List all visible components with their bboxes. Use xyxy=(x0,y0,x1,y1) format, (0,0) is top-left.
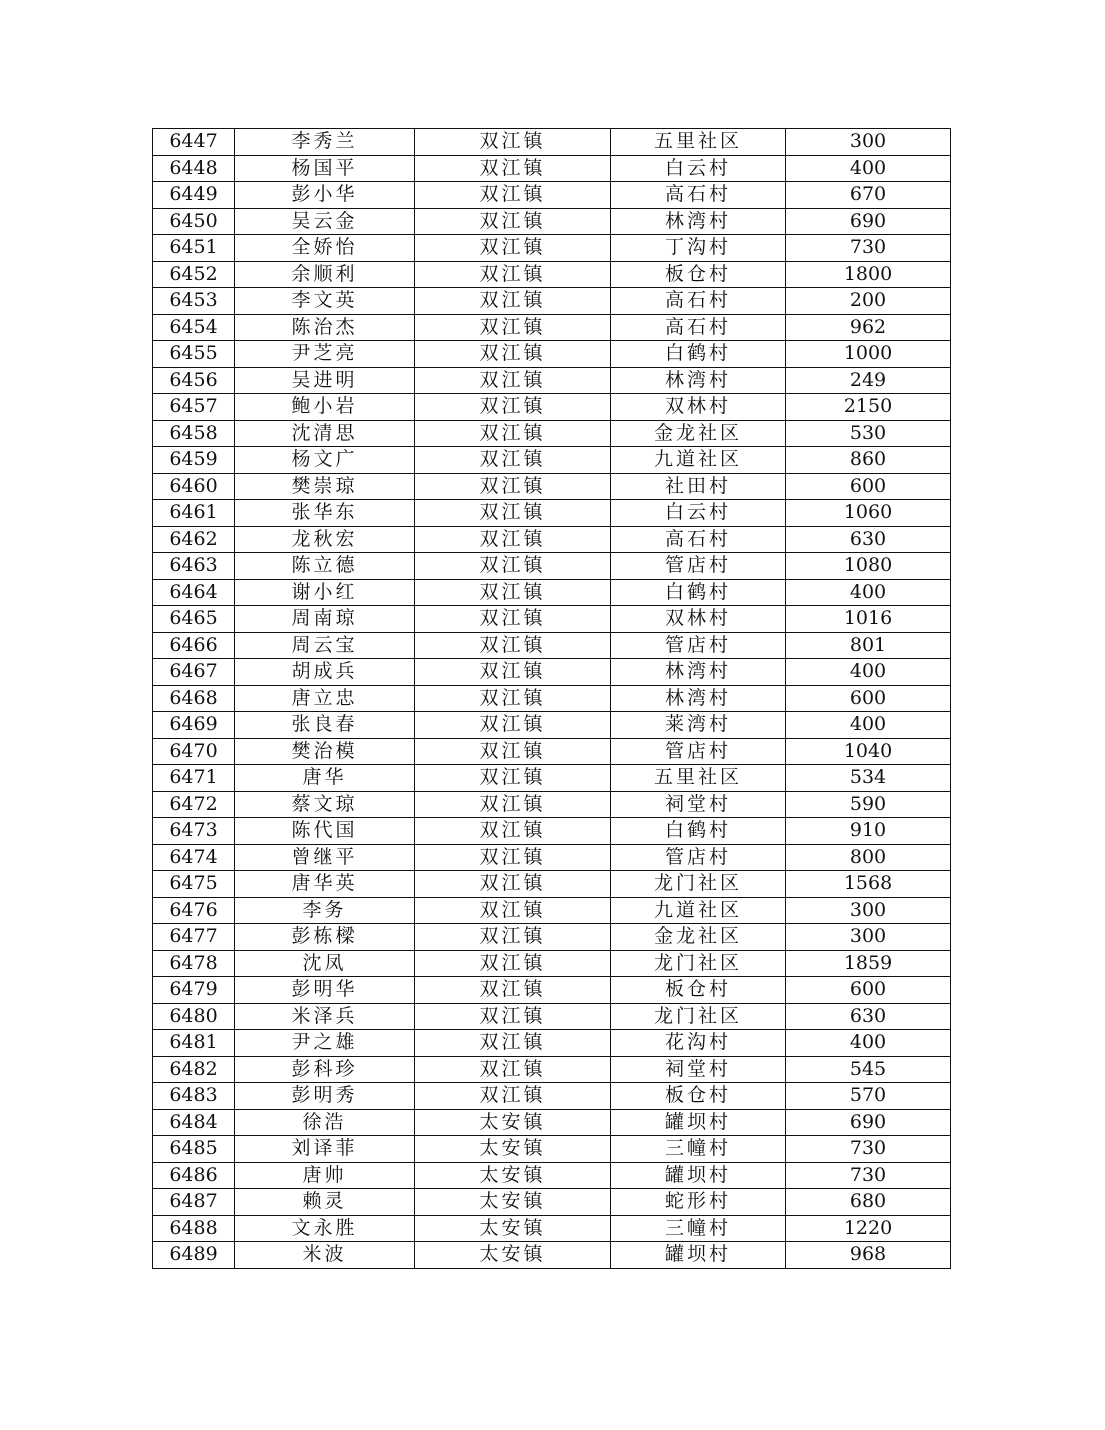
town-name-cell: 双江镇 xyxy=(415,314,611,341)
town-name-cell: 双江镇 xyxy=(415,791,611,818)
table-row xyxy=(153,1109,951,1136)
table-row xyxy=(153,1189,951,1216)
town-name-cell: 双江镇 xyxy=(415,208,611,235)
table-row xyxy=(153,818,951,845)
amount-value-cell: 200 xyxy=(786,288,951,315)
town-name-cell: 双江镇 xyxy=(415,420,611,447)
row-id-cell: 6455 xyxy=(153,341,235,368)
row-id-cell: 6484 xyxy=(153,1109,235,1136)
amount-value-cell: 730 xyxy=(786,1136,951,1163)
row-id-cell: 6478 xyxy=(153,950,235,977)
person-name-cell: 李秀兰 xyxy=(235,129,415,156)
village-name-cell: 高石村 xyxy=(611,182,786,209)
amount-value-cell: 1568 xyxy=(786,871,951,898)
person-name-cell: 彭明秀 xyxy=(235,1083,415,1110)
person-name-cell: 张良春 xyxy=(235,712,415,739)
town-name-cell: 太安镇 xyxy=(415,1215,611,1242)
row-id-cell: 6451 xyxy=(153,235,235,262)
person-name-cell: 刘译菲 xyxy=(235,1136,415,1163)
person-name-cell: 唐帅 xyxy=(235,1162,415,1189)
table-row xyxy=(153,182,951,209)
amount-value-cell: 400 xyxy=(786,712,951,739)
village-name-cell: 蛇形村 xyxy=(611,1189,786,1216)
town-name-cell: 双江镇 xyxy=(415,738,611,765)
amount-value-cell: 690 xyxy=(786,1109,951,1136)
person-name-cell: 余顺利 xyxy=(235,261,415,288)
village-name-cell: 罐坝村 xyxy=(611,1109,786,1136)
town-name-cell: 双江镇 xyxy=(415,473,611,500)
person-name-cell: 尹之雄 xyxy=(235,1030,415,1057)
amount-value-cell: 1060 xyxy=(786,500,951,527)
village-name-cell: 板仓村 xyxy=(611,1083,786,1110)
table-row xyxy=(153,844,951,871)
village-name-cell: 管店村 xyxy=(611,844,786,871)
village-name-cell: 白云村 xyxy=(611,500,786,527)
table-row xyxy=(153,791,951,818)
amount-value-cell: 968 xyxy=(786,1242,951,1269)
amount-value-cell: 600 xyxy=(786,685,951,712)
town-name-cell: 双江镇 xyxy=(415,235,611,262)
village-name-cell: 九道社区 xyxy=(611,447,786,474)
row-id-cell: 6476 xyxy=(153,897,235,924)
row-id-cell: 6453 xyxy=(153,288,235,315)
row-id-cell: 6463 xyxy=(153,553,235,580)
amount-value-cell: 600 xyxy=(786,977,951,1004)
table-row xyxy=(153,473,951,500)
town-name-cell: 太安镇 xyxy=(415,1189,611,1216)
town-name-cell: 双江镇 xyxy=(415,765,611,792)
amount-value-cell: 249 xyxy=(786,367,951,394)
table-row xyxy=(153,632,951,659)
person-name-cell: 唐华 xyxy=(235,765,415,792)
amount-value-cell: 300 xyxy=(786,129,951,156)
person-name-cell: 蔡文琼 xyxy=(235,791,415,818)
person-name-cell: 彭明华 xyxy=(235,977,415,1004)
person-name-cell: 张华东 xyxy=(235,500,415,527)
row-id-cell: 6466 xyxy=(153,632,235,659)
table-row xyxy=(153,950,951,977)
village-name-cell: 白鹤村 xyxy=(611,579,786,606)
village-name-cell: 双林村 xyxy=(611,394,786,421)
town-name-cell: 双江镇 xyxy=(415,871,611,898)
amount-value-cell: 962 xyxy=(786,314,951,341)
table-row xyxy=(153,1215,951,1242)
row-id-cell: 6460 xyxy=(153,473,235,500)
roster-table-body xyxy=(153,129,951,1269)
row-id-cell: 6477 xyxy=(153,924,235,951)
village-name-cell: 龙门社区 xyxy=(611,1003,786,1030)
table-row xyxy=(153,924,951,951)
person-name-cell: 米波 xyxy=(235,1242,415,1269)
village-name-cell: 龙门社区 xyxy=(611,871,786,898)
amount-value-cell: 1016 xyxy=(786,606,951,633)
person-name-cell: 曾继平 xyxy=(235,844,415,871)
person-name-cell: 李务 xyxy=(235,897,415,924)
table-row xyxy=(153,500,951,527)
village-name-cell: 管店村 xyxy=(611,553,786,580)
person-name-cell: 陈立德 xyxy=(235,553,415,580)
table-row xyxy=(153,420,951,447)
row-id-cell: 6448 xyxy=(153,155,235,182)
amount-value-cell: 530 xyxy=(786,420,951,447)
row-id-cell: 6456 xyxy=(153,367,235,394)
village-name-cell: 祠堂村 xyxy=(611,791,786,818)
row-id-cell: 6479 xyxy=(153,977,235,1004)
town-name-cell: 双江镇 xyxy=(415,447,611,474)
amount-value-cell: 400 xyxy=(786,155,951,182)
person-name-cell: 陈治杰 xyxy=(235,314,415,341)
amount-value-cell: 730 xyxy=(786,1162,951,1189)
town-name-cell: 太安镇 xyxy=(415,1242,611,1269)
town-name-cell: 双江镇 xyxy=(415,1056,611,1083)
village-name-cell: 龙门社区 xyxy=(611,950,786,977)
amount-value-cell: 545 xyxy=(786,1056,951,1083)
row-id-cell: 6457 xyxy=(153,394,235,421)
village-name-cell: 三幢村 xyxy=(611,1215,786,1242)
table-row xyxy=(153,394,951,421)
row-id-cell: 6462 xyxy=(153,526,235,553)
town-name-cell: 双江镇 xyxy=(415,261,611,288)
person-name-cell: 沈清思 xyxy=(235,420,415,447)
town-name-cell: 双江镇 xyxy=(415,1003,611,1030)
table-row xyxy=(153,1136,951,1163)
amount-value-cell: 730 xyxy=(786,235,951,262)
town-name-cell: 双江镇 xyxy=(415,685,611,712)
person-name-cell: 陈代国 xyxy=(235,818,415,845)
table-row xyxy=(153,738,951,765)
row-id-cell: 6471 xyxy=(153,765,235,792)
person-name-cell: 杨国平 xyxy=(235,155,415,182)
row-id-cell: 6475 xyxy=(153,871,235,898)
amount-value-cell: 400 xyxy=(786,579,951,606)
village-name-cell: 林湾村 xyxy=(611,659,786,686)
person-name-cell: 周南琼 xyxy=(235,606,415,633)
town-name-cell: 双江镇 xyxy=(415,341,611,368)
table-row xyxy=(153,1162,951,1189)
town-name-cell: 双江镇 xyxy=(415,288,611,315)
amount-value-cell: 300 xyxy=(786,924,951,951)
person-name-cell: 米泽兵 xyxy=(235,1003,415,1030)
person-name-cell: 唐华英 xyxy=(235,871,415,898)
row-id-cell: 6473 xyxy=(153,818,235,845)
amount-value-cell: 630 xyxy=(786,1003,951,1030)
person-name-cell: 樊崇琼 xyxy=(235,473,415,500)
person-name-cell: 尹芝亮 xyxy=(235,341,415,368)
row-id-cell: 6461 xyxy=(153,500,235,527)
village-name-cell: 莱湾村 xyxy=(611,712,786,739)
row-id-cell: 6488 xyxy=(153,1215,235,1242)
amount-value-cell: 534 xyxy=(786,765,951,792)
row-id-cell: 6464 xyxy=(153,579,235,606)
town-name-cell: 双江镇 xyxy=(415,155,611,182)
town-name-cell: 双江镇 xyxy=(415,553,611,580)
town-name-cell: 双江镇 xyxy=(415,897,611,924)
town-name-cell: 双江镇 xyxy=(415,712,611,739)
table-row xyxy=(153,526,951,553)
row-id-cell: 6482 xyxy=(153,1056,235,1083)
table-row xyxy=(153,977,951,1004)
town-name-cell: 双江镇 xyxy=(415,606,611,633)
row-id-cell: 6485 xyxy=(153,1136,235,1163)
table-row xyxy=(153,129,951,156)
village-name-cell: 丁沟村 xyxy=(611,235,786,262)
amount-value-cell: 1800 xyxy=(786,261,951,288)
row-id-cell: 6486 xyxy=(153,1162,235,1189)
table-row xyxy=(153,1083,951,1110)
amount-value-cell: 1000 xyxy=(786,341,951,368)
table-row xyxy=(153,235,951,262)
village-name-cell: 五里社区 xyxy=(611,129,786,156)
village-name-cell: 林湾村 xyxy=(611,367,786,394)
amount-value-cell: 400 xyxy=(786,659,951,686)
town-name-cell: 双江镇 xyxy=(415,632,611,659)
town-name-cell: 双江镇 xyxy=(415,818,611,845)
amount-value-cell: 910 xyxy=(786,818,951,845)
town-name-cell: 双江镇 xyxy=(415,950,611,977)
table-row xyxy=(153,261,951,288)
person-name-cell: 谢小红 xyxy=(235,579,415,606)
table-row xyxy=(153,208,951,235)
amount-value-cell: 2150 xyxy=(786,394,951,421)
amount-value-cell: 300 xyxy=(786,897,951,924)
village-name-cell: 林湾村 xyxy=(611,685,786,712)
row-id-cell: 6487 xyxy=(153,1189,235,1216)
table-row xyxy=(153,288,951,315)
table-row xyxy=(153,1003,951,1030)
village-name-cell: 祠堂村 xyxy=(611,1056,786,1083)
row-id-cell: 6481 xyxy=(153,1030,235,1057)
amount-value-cell: 1040 xyxy=(786,738,951,765)
village-name-cell: 三幢村 xyxy=(611,1136,786,1163)
town-name-cell: 双江镇 xyxy=(415,500,611,527)
amount-value-cell: 860 xyxy=(786,447,951,474)
table-row xyxy=(153,579,951,606)
village-name-cell: 白鹤村 xyxy=(611,818,786,845)
town-name-cell: 双江镇 xyxy=(415,129,611,156)
person-name-cell: 鲍小岩 xyxy=(235,394,415,421)
village-name-cell: 双林村 xyxy=(611,606,786,633)
person-name-cell: 吴进明 xyxy=(235,367,415,394)
town-name-cell: 双江镇 xyxy=(415,924,611,951)
village-name-cell: 高石村 xyxy=(611,314,786,341)
row-id-cell: 6474 xyxy=(153,844,235,871)
roster-table xyxy=(152,128,951,1269)
town-name-cell: 双江镇 xyxy=(415,844,611,871)
person-name-cell: 彭小华 xyxy=(235,182,415,209)
amount-value-cell: 1220 xyxy=(786,1215,951,1242)
table-row xyxy=(153,367,951,394)
table-row xyxy=(153,897,951,924)
town-name-cell: 双江镇 xyxy=(415,579,611,606)
person-name-cell: 彭科珍 xyxy=(235,1056,415,1083)
person-name-cell: 唐立忠 xyxy=(235,685,415,712)
town-name-cell: 双江镇 xyxy=(415,182,611,209)
person-name-cell: 周云宝 xyxy=(235,632,415,659)
person-name-cell: 龙秋宏 xyxy=(235,526,415,553)
village-name-cell: 高石村 xyxy=(611,288,786,315)
table-row xyxy=(153,685,951,712)
village-name-cell: 金龙社区 xyxy=(611,924,786,951)
village-name-cell: 白云村 xyxy=(611,155,786,182)
amount-value-cell: 670 xyxy=(786,182,951,209)
town-name-cell: 太安镇 xyxy=(415,1136,611,1163)
village-name-cell: 罐坝村 xyxy=(611,1162,786,1189)
table-row xyxy=(153,871,951,898)
amount-value-cell: 400 xyxy=(786,1030,951,1057)
person-name-cell: 吴云金 xyxy=(235,208,415,235)
row-id-cell: 6467 xyxy=(153,659,235,686)
village-name-cell: 板仓村 xyxy=(611,261,786,288)
amount-value-cell: 1859 xyxy=(786,950,951,977)
table-row xyxy=(153,1030,951,1057)
village-name-cell: 管店村 xyxy=(611,738,786,765)
person-name-cell: 文永胜 xyxy=(235,1215,415,1242)
village-name-cell: 罐坝村 xyxy=(611,1242,786,1269)
row-id-cell: 6458 xyxy=(153,420,235,447)
person-name-cell: 杨文广 xyxy=(235,447,415,474)
table-row xyxy=(153,155,951,182)
table-row xyxy=(153,553,951,580)
person-name-cell: 赖灵 xyxy=(235,1189,415,1216)
person-name-cell: 彭栋樑 xyxy=(235,924,415,951)
village-name-cell: 管店村 xyxy=(611,632,786,659)
row-id-cell: 6459 xyxy=(153,447,235,474)
village-name-cell: 九道社区 xyxy=(611,897,786,924)
amount-value-cell: 690 xyxy=(786,208,951,235)
amount-value-cell: 630 xyxy=(786,526,951,553)
person-name-cell: 胡成兵 xyxy=(235,659,415,686)
town-name-cell: 双江镇 xyxy=(415,526,611,553)
row-id-cell: 6472 xyxy=(153,791,235,818)
person-name-cell: 樊治模 xyxy=(235,738,415,765)
table-row xyxy=(153,314,951,341)
village-name-cell: 高石村 xyxy=(611,526,786,553)
town-name-cell: 双江镇 xyxy=(415,367,611,394)
village-name-cell: 花沟村 xyxy=(611,1030,786,1057)
village-name-cell: 林湾村 xyxy=(611,208,786,235)
town-name-cell: 双江镇 xyxy=(415,1083,611,1110)
town-name-cell: 双江镇 xyxy=(415,659,611,686)
row-id-cell: 6465 xyxy=(153,606,235,633)
village-name-cell: 五里社区 xyxy=(611,765,786,792)
amount-value-cell: 600 xyxy=(786,473,951,500)
town-name-cell: 双江镇 xyxy=(415,977,611,1004)
person-name-cell: 徐浩 xyxy=(235,1109,415,1136)
village-name-cell: 金龙社区 xyxy=(611,420,786,447)
table-row xyxy=(153,447,951,474)
town-name-cell: 太安镇 xyxy=(415,1109,611,1136)
person-name-cell: 李文英 xyxy=(235,288,415,315)
row-id-cell: 6447 xyxy=(153,129,235,156)
table-row xyxy=(153,712,951,739)
town-name-cell: 双江镇 xyxy=(415,394,611,421)
table-row xyxy=(153,659,951,686)
table-row xyxy=(153,1242,951,1269)
table-row xyxy=(153,765,951,792)
amount-value-cell: 1080 xyxy=(786,553,951,580)
table-row xyxy=(153,606,951,633)
person-name-cell: 全娇怡 xyxy=(235,235,415,262)
person-name-cell: 沈凤 xyxy=(235,950,415,977)
row-id-cell: 6452 xyxy=(153,261,235,288)
row-id-cell: 6454 xyxy=(153,314,235,341)
village-name-cell: 板仓村 xyxy=(611,977,786,1004)
row-id-cell: 6470 xyxy=(153,738,235,765)
town-name-cell: 太安镇 xyxy=(415,1162,611,1189)
row-id-cell: 6469 xyxy=(153,712,235,739)
amount-value-cell: 801 xyxy=(786,632,951,659)
row-id-cell: 6480 xyxy=(153,1003,235,1030)
row-id-cell: 6450 xyxy=(153,208,235,235)
row-id-cell: 6489 xyxy=(153,1242,235,1269)
village-name-cell: 社田村 xyxy=(611,473,786,500)
amount-value-cell: 590 xyxy=(786,791,951,818)
table-row xyxy=(153,1056,951,1083)
row-id-cell: 6483 xyxy=(153,1083,235,1110)
table-row xyxy=(153,341,951,368)
town-name-cell: 双江镇 xyxy=(415,1030,611,1057)
amount-value-cell: 680 xyxy=(786,1189,951,1216)
amount-value-cell: 570 xyxy=(786,1083,951,1110)
row-id-cell: 6468 xyxy=(153,685,235,712)
village-name-cell: 白鹤村 xyxy=(611,341,786,368)
amount-value-cell: 800 xyxy=(786,844,951,871)
row-id-cell: 6449 xyxy=(153,182,235,209)
